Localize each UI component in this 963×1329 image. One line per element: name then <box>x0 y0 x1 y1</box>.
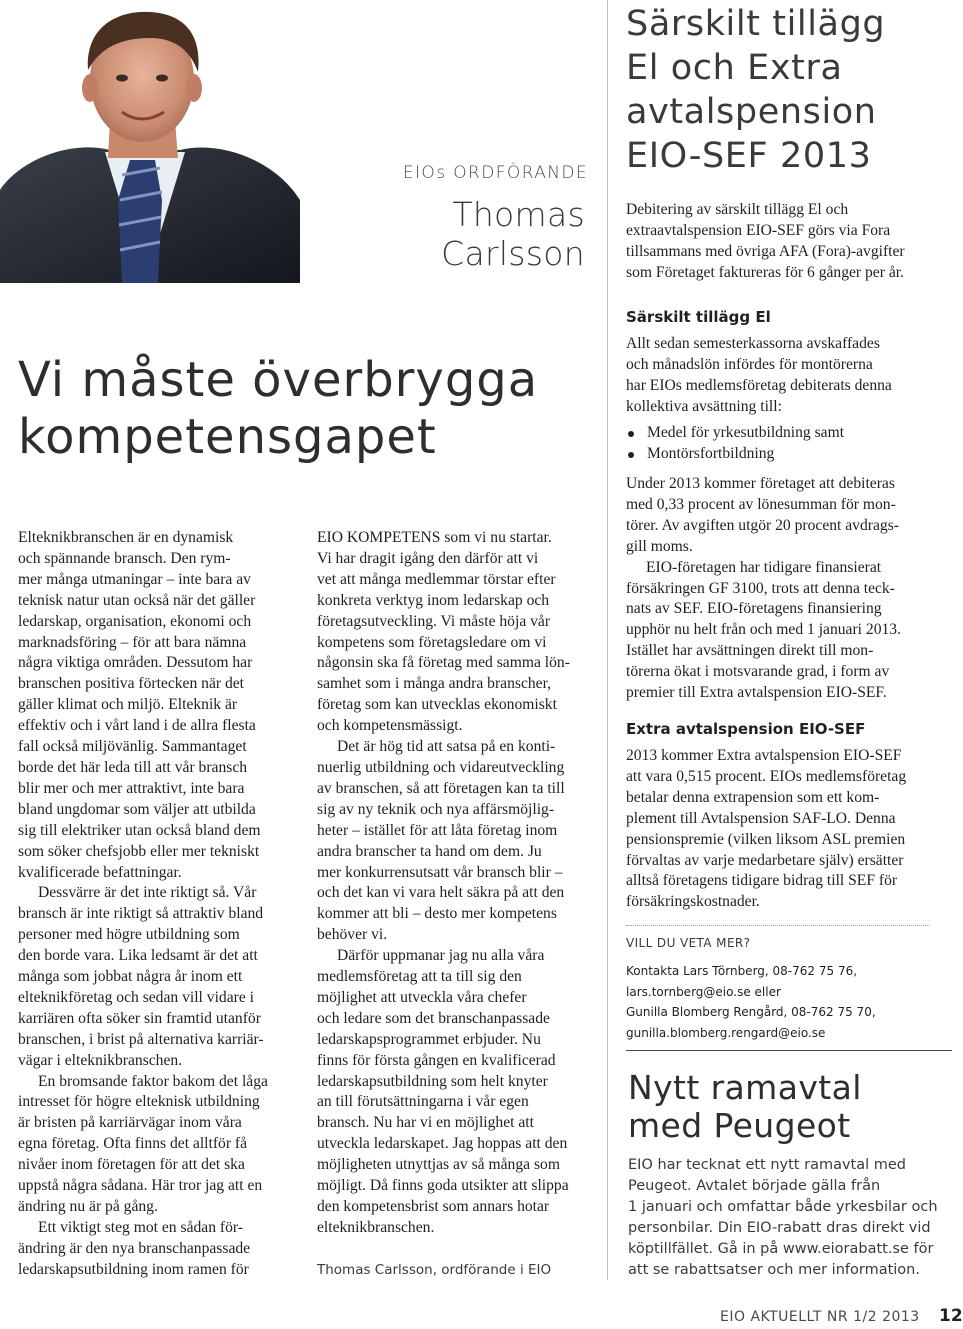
sidebar-intro <box>626 200 936 284</box>
text-line: konkreta verktyg inom ledarskap och <box>317 591 550 609</box>
text-line: Under 2013 kommer företaget att debiteras <box>626 475 895 492</box>
text-line: gäller klimat och miljö. Elteknik är <box>18 696 238 714</box>
text-line: bransch. Nu har vi en möjlighet att <box>317 1114 534 1132</box>
sidebar-subheading: Särskilt tillägg El <box>626 308 771 326</box>
contact-info <box>626 961 936 1043</box>
text-line: Dessvärre är det inte riktigt så. Vår <box>38 884 257 902</box>
text-line: och kompetensmässigt. <box>317 717 463 735</box>
text-line: marknadsföring – för att bara nämna <box>18 633 247 651</box>
text-line: kvalificerade befattningar. <box>18 863 182 881</box>
text-line: EIO KOMPETENS som vi nu startar. <box>317 529 552 546</box>
headline-line: kompetensgapet <box>18 409 437 465</box>
contact-line: Gunilla Blomberg Rengård, 08-762 75 70, <box>626 1005 876 1019</box>
text-line: törerna ökat i motsvarande grad, i form av <box>626 663 890 681</box>
text-line: att se rabattsatser och mer information. <box>628 1261 920 1278</box>
text-line: plement till Avtalspension SAF-LO. Denna <box>626 809 896 827</box>
article-headline <box>18 352 608 466</box>
text-line: pensionspremie (vilken liksom ASL premien <box>626 830 906 848</box>
byline-role: EIOs ORDFÖRANDE <box>402 163 588 183</box>
text-line: Elteknikbranschen är en dynamisk <box>18 529 234 546</box>
text-line: möjlighet att utveckla våra chefer <box>317 988 527 1006</box>
text-line: En bromsande faktor bakom det låga <box>38 1072 268 1090</box>
news-headline <box>628 1069 948 1145</box>
text-line: förvaltas av varje medarbetare själv) ersätter <box>626 851 904 869</box>
text-line: finns för första gången en kvalificerad <box>317 1051 556 1069</box>
text-line: ändring är den nya branschanpassade <box>18 1239 251 1257</box>
text-line: ledarskapsprogrammet erbjuder. Nu <box>317 1030 541 1048</box>
text-line: köptillfället. Gå in på www.eiorabatt.se för <box>628 1240 934 1257</box>
text-line: 1 januari och omfattar både yrkesbilar och <box>628 1198 938 1215</box>
text-line: betalar denna extrapension som ett kom- <box>626 788 880 806</box>
text-line: och månadslön infördes för montörerna <box>626 355 873 373</box>
text-line: som söker chefsjobb eller mer tekniskt <box>18 842 260 860</box>
text-line: sig till elektriker utan också bland dem <box>18 821 261 839</box>
sidebar-title-line: Särskilt tillägg <box>626 4 886 44</box>
list-item-label: Medel för yrkesutbildning samt <box>647 424 845 441</box>
news-body <box>628 1155 944 1280</box>
text-line: och ledare som det branschanpassade <box>317 1009 550 1027</box>
text-line: Det är hög tid att satsa på en konti- <box>337 738 556 756</box>
text-line: effektiv och i vårt land i de allra flesta <box>18 717 256 735</box>
text-line: och spännande bransch. Den rym- <box>18 549 231 567</box>
text-line: 2013 kommer Extra avtalspension EIO-SEF <box>626 747 902 764</box>
text-line: heter – istället för att låta företag inom <box>317 821 558 839</box>
sidebar-title-line: EIO-SEF 2013 <box>626 136 872 176</box>
text-line: fall också miljövänlig. Sammantaget <box>18 738 247 756</box>
text-line: intresset för högre elteknisk utbildning <box>18 1093 260 1111</box>
text-line: Peugeot. Avtalet började gälla från <box>628 1177 881 1194</box>
text-line: försäkringskostnader. <box>626 893 760 911</box>
text-line: företagsutveckling. Vi måste höja vår <box>317 612 551 630</box>
text-line: bland ungdomar som väljer att utbilda <box>18 800 256 818</box>
text-line: Vi har dragit igång den därför att vi <box>317 549 539 567</box>
text-line: branschen, i brist på alternativa karriär- <box>18 1030 264 1048</box>
footer-issue: EIO AKTUELLT NR 1/2 2013 <box>720 1309 920 1325</box>
text-line: någonsin ska få företag med samma lön- <box>317 654 570 672</box>
byline-name: Thomas Carlsson <box>441 195 585 273</box>
page-number: 12 <box>939 1306 963 1326</box>
article-column-1 <box>18 528 300 1281</box>
section-divider <box>626 1050 952 1051</box>
text-line: Ett viktigt steg mot en sådan för- <box>38 1218 243 1236</box>
text-line: är bristen på karriärvägar inom våra <box>18 1114 242 1132</box>
text-line: teknisk natur utan också när det gäller <box>18 591 256 609</box>
text-line: mer många utmaningar – inte bara av <box>18 570 251 588</box>
article-signature: Thomas Carlsson, ordförande i EIO <box>317 1262 552 1278</box>
text-line: ledarskapsutbildning inom ramen för <box>18 1260 249 1278</box>
text-line: gill moms. <box>626 537 693 555</box>
contact-email-link[interactable]: gunilla.blomberg.rengard@eio.se <box>626 1025 826 1040</box>
text-line: personer med högre utbildning som <box>18 926 240 944</box>
text-line: Istället har avsättningen direkt till mon- <box>626 642 874 660</box>
text-line: törer. Av avgiften utgör 20 procent avdrags- <box>626 516 899 534</box>
text-line: många som jobbat några år inom ett <box>18 968 243 986</box>
text-line: vägar i elteknikbranschen. <box>18 1051 183 1069</box>
sidebar-section-text <box>626 334 936 418</box>
portrait-photo <box>0 0 300 283</box>
sidebar-subheading: Extra avtalspension EIO-SEF <box>626 720 866 738</box>
text-line: möjligheten utnyttjas av så många som <box>317 1156 560 1174</box>
dotted-divider <box>626 925 930 926</box>
list-item <box>626 444 936 465</box>
text-line: företag som kan utvecklas ekonomiskt <box>317 696 557 714</box>
text-line: personbilar. Din EIO-rabatt dras direkt vid <box>628 1219 931 1236</box>
text-line: kompetens som företagsledare om vi <box>317 633 547 651</box>
text-line: branschen positiva förtecken när det <box>18 675 245 693</box>
sidebar-title <box>626 2 946 178</box>
news-headline-line: Nytt ramavtal <box>628 1068 862 1107</box>
text-line: blir mer och mer attraktivt, inte bara <box>18 779 245 797</box>
contact-line: Kontakta Lars Törnberg, 08-762 75 76, <box>626 964 858 978</box>
bullet-icon <box>628 452 634 458</box>
text-line: kollektiva avsättning till: <box>626 397 782 415</box>
news-headline-line: med Peugeot <box>628 1106 851 1145</box>
text-line: mer konkurrensutsatt vår bransch blir – <box>317 863 563 881</box>
text-line: behöver vi. <box>317 926 388 944</box>
text-line: ändring nu är på gång. <box>18 1198 158 1215</box>
headline-line: Vi måste överbrygga <box>18 352 539 408</box>
text-line: EIO-företagen har tidigare finansierat <box>646 558 882 576</box>
text-line: kommer att bli – desto mer kompetens <box>317 905 557 923</box>
sidebar-title-line: avtalspension <box>626 92 877 132</box>
text-line: premier till Extra avtalspension EIO-SEF. <box>626 684 887 702</box>
contact-email-link[interactable]: lars.tornberg@eio.se eller <box>626 984 781 999</box>
bullet-icon <box>628 431 634 437</box>
text-line: EIO har tecknat ett nytt ramavtal med <box>628 1157 906 1173</box>
text-line: den borde vara. Lika ledsamt är det att <box>18 947 258 965</box>
text-line: upphör nu helt från och med 1 januari 2013. <box>626 621 901 639</box>
text-line: och det kan vi vara helt säkra på att den <box>317 884 565 902</box>
text-line: ledarskap, organisation, ekonomi och <box>18 612 252 630</box>
text-line: av branschen, så att företagen kan ta till <box>317 779 565 797</box>
text-line: försäkringen GF 3100, trots att denna teck- <box>626 579 895 597</box>
text-line: uppstå några sådana. Här tror jag att en <box>18 1177 263 1195</box>
text-line: Debitering av särskilt tillägg El och <box>626 201 849 218</box>
text-line: vet att många medlemmar törstar efter <box>317 570 556 588</box>
text-line: att vara 0,515 procent. EIOs medlemsföretag <box>626 767 907 785</box>
text-line: några viktiga områden. Dessutom har <box>18 654 253 672</box>
text-line: nuerlig utbildning och vidareutveckling <box>317 758 565 776</box>
text-line: extraavtalspension EIO-SEF görs via Fora <box>626 221 891 239</box>
text-line: bransch är inte riktigt så attraktiv bland <box>18 905 264 923</box>
text-line: elteknikbranschen. <box>317 1218 435 1236</box>
text-line: alltså företagens tidigare bidrag till SEF för <box>626 872 898 890</box>
text-line: nats av SEF. EIO-företagens finansiering <box>626 600 882 618</box>
text-line: som Företaget faktureras för 6 gånger per år. <box>626 263 904 281</box>
text-line: Allt sedan semesterkassorna avskaffades <box>626 335 880 352</box>
sidebar-section-text <box>626 746 936 913</box>
text-line: samhet som i många andra branscher, <box>317 675 552 693</box>
info-heading: VILL DU VETA MER? <box>626 936 751 950</box>
text-line: karriären ofta söker sin framtid utanför <box>18 1009 261 1027</box>
column-divider <box>607 0 608 1280</box>
bullet-list <box>626 423 936 465</box>
text-line: med 0,33 procent av lönesumman för mon- <box>626 495 896 513</box>
article-column-2 <box>317 528 599 1239</box>
text-line: ledarskapsutbildning som helt knyter <box>317 1072 548 1090</box>
text-line: tillsammans med övriga AFA (Fora)-avgifter <box>626 242 905 260</box>
text-line: har EIOs medlemsföretag debiterats denna <box>626 376 892 394</box>
list-item <box>626 423 936 444</box>
sidebar-title-line: El och Extra <box>626 48 843 88</box>
text-line: andra branscher ta hand om dem. Ju <box>317 842 542 860</box>
text-line: sig av ny teknik och nya affärsmöjlig- <box>317 800 555 818</box>
text-line: medlemsföretag att ta till sig den <box>317 968 522 986</box>
text-line: borde det här leda till att vår bransch <box>18 758 248 776</box>
text-line: den kompetensbrist som annars hotar <box>317 1198 550 1215</box>
list-item-label: Montörsfortbildning <box>647 444 775 462</box>
text-line: möjligt. Då finns goda utsikter att slippa <box>317 1177 569 1195</box>
text-line: Därför uppmanar jag nu alla våra <box>337 947 545 965</box>
text-line: utveckla ledarskapet. Jag hoppas att den <box>317 1135 568 1153</box>
text-line: nivåer inom företagen för att det ska <box>18 1156 245 1174</box>
sidebar-section-body <box>626 474 936 704</box>
text-line: egna företag. Ofta finns det alltför få <box>18 1135 248 1153</box>
text-line: elteknikföretag och sedan vill vidare i <box>18 988 254 1006</box>
text-line: an till förutsättningarna i vår egen <box>317 1093 529 1111</box>
